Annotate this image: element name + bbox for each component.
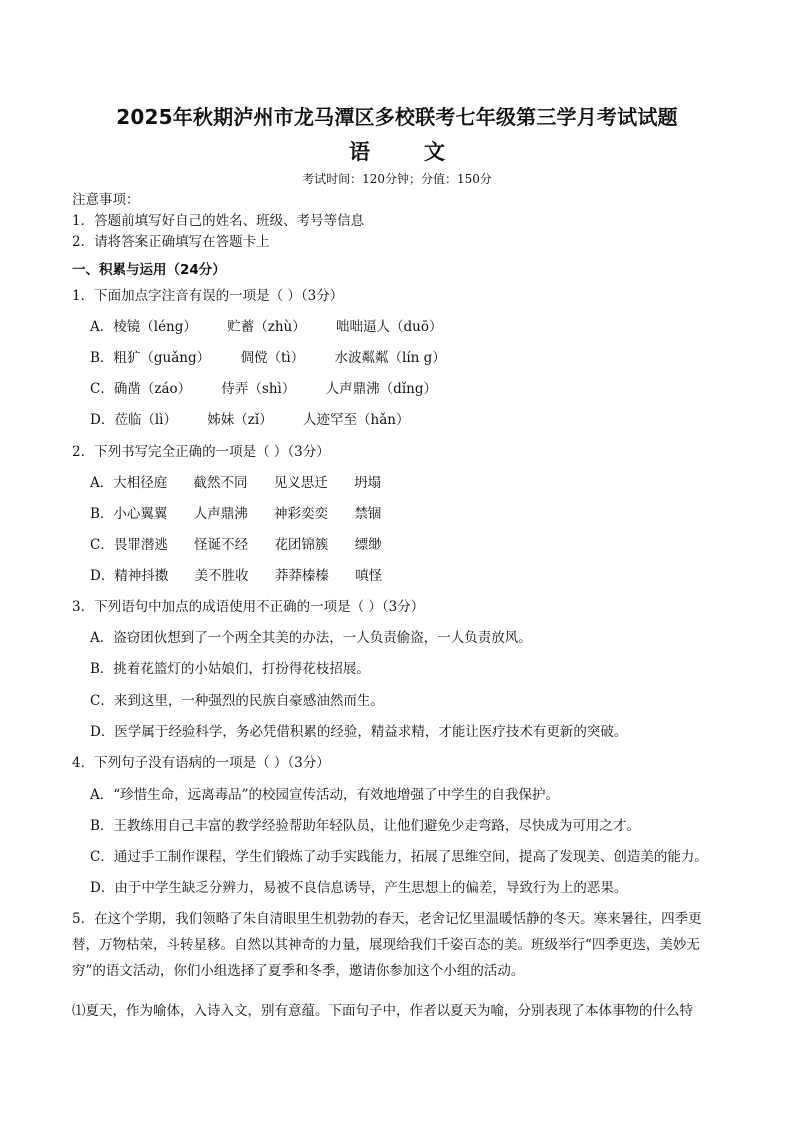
option-item: 姊妹（zǐ） [207,412,273,428]
option-item: A．棱镜（léng） [90,319,197,335]
option-line: C．通过手工制作课程，学生们锻炼了动手实践能力，拓展了思维空间，提高了发现美、创造美的能力。 [90,849,708,865]
option-item: 咄咄逼人（duō） [336,319,443,335]
option-line: A．盗窃团伙想到了一个两全其美的办法，一人负责偷盗，一人负责放风。 [90,630,532,646]
option-line: C．来到这里，一种强烈的民族自豪感油然而生。 [90,693,384,709]
subject-title: 语文 [349,140,499,164]
question-stem: 1．下面加点字注音有误的一项是（ ）（3分） [72,288,344,304]
option-line: D．医学属于经验科学，务必凭借积累的经验，精益求精，才能让医疗技术有更新的突破。 [90,724,628,740]
option-item: 神彩奕奕 [274,506,329,522]
option-line: B．王教练用自己丰富的教学经验帮助年轻队员，让他们避免少走弯路，尽快成为可用之才。 [90,818,640,834]
option-item: 怪诞不经 [194,537,249,553]
option-line: D．由于中学生缺乏分辨力，易被不良信息诱导，产生思想上的偏差，导致行为上的恶果。 [90,880,628,896]
option-item: 人声鼎沸（dǐng） [325,381,437,397]
option-row [90,505,381,523]
option-item: D．莅临（lì） [90,412,177,428]
question-stem: 3．下列语句中加点的成语使用不正确的一项是（ ）（3分） [72,599,425,615]
option-item: 莽莽榛榛 [274,568,329,584]
notice-item: 1．答题前填写好自己的姓名、班级、考号等信息 [72,213,365,229]
option-item: 倜傥（tì） [240,350,305,366]
option-row [90,411,409,429]
option-item: 人迹罕至（hǎn） [303,412,410,428]
option-item: B．粗犷（guǎng） [90,350,211,366]
option-line: B．挑着花篮灯的小姑娘们，打扮得花枝招展。 [90,661,370,677]
option-item: 美不胜收 [194,568,249,584]
option-item: 侍弄（shì） [221,381,296,397]
option-item: 截然不同 [193,475,248,491]
option-line: A．“珍惜生命，远离毒品”的校园宣传活动，有效地增强了中学生的自我保护。 [90,787,560,803]
notice-item: 2．请将答案正确填写在答题卡上 [72,234,270,250]
option-row [90,349,446,367]
question-stem: 2．下列书写完全正确的一项是（ ）（3分） [72,444,330,460]
option-item: 人声鼎沸 [193,506,248,522]
question-paragraph: 5．在这个学期，我们领略了朱自清眼里生机勃勃的春天，老舍记忆里温暖恬静的冬天。寒来暑往，四季更替，万物枯荣，斗转星移。自然以其神奇的力量，展现给我们千姿百态的美。班级举行“四季更迭，美妙无穷”的语文活动，你们小组选择了夏季和冬季，邀请你参加这个小组的活动。 [72,911,702,979]
option-item: D．精神抖擞 [90,568,169,584]
option-item: A．大相径庭 [90,475,168,491]
section-heading: 一、积累与运用（24分） [72,262,226,278]
option-item: C．畏罪潜逃 [90,537,168,553]
exam-title: 2025年秋期泸州市龙马潭区多校联考七年级第三学月考试试题 [116,105,678,129]
option-row [90,567,382,585]
option-item: 见义思迁 [273,475,328,491]
option-item: 水波粼粼（lín g） [334,350,446,366]
question-stem: 4．下列句子没有语病的一项是（ ）（3分） [72,755,330,771]
option-item: B．小心翼翼 [90,506,168,522]
sub-question: ⑴夏天，作为喻体，入诗入文，别有意蕴。下面句子中，作者以夏天为喻，分别表现了本体事物的什么特 [72,1003,693,1019]
option-item: 花团锦簇 [274,537,329,553]
option-item: 嗔怪 [355,568,383,584]
option-row [90,318,442,336]
option-row [90,536,382,554]
option-item: 贮蓄（zhù） [227,319,306,335]
option-item: C．确凿（záo） [90,381,192,397]
notice-heading: 注意事项： [72,192,140,208]
option-row [90,474,381,492]
option-item: 缥缈 [354,537,382,553]
option-item: 禁锢 [354,506,382,522]
option-item: 坍塌 [354,475,382,491]
option-row [90,380,437,398]
exam-info: 考试时间：120分钟；分值：150分 [302,172,492,186]
